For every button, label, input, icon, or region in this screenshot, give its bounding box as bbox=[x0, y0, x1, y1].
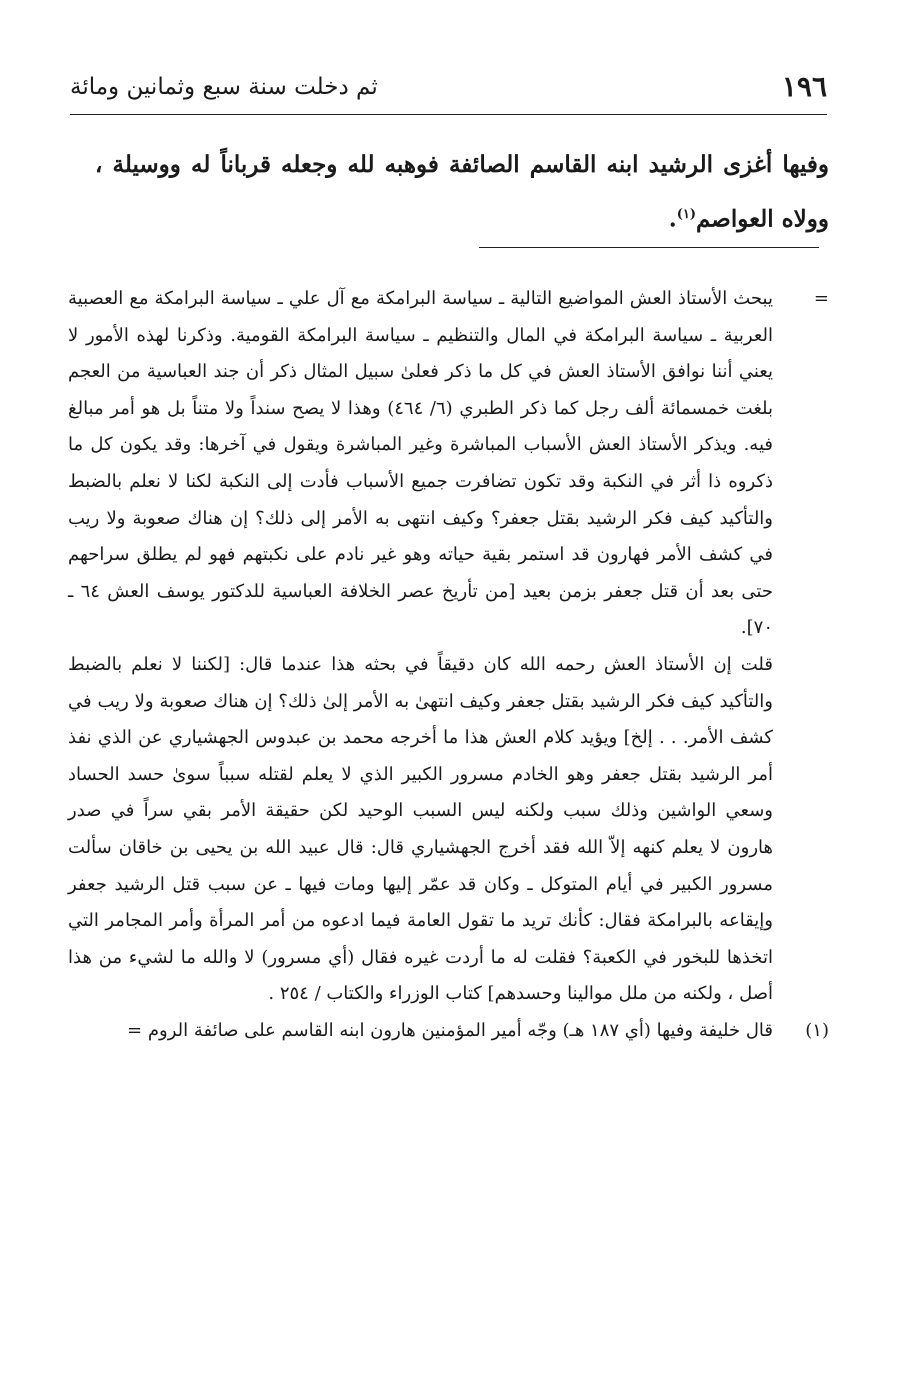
page-header bbox=[70, 62, 827, 115]
running-head: ثم دخلت سنة سبع وثمانين ومائة bbox=[70, 74, 378, 100]
note-paragraph-1: يبحث الأستاذ العش المواضيع التالية ـ سياسة البرامكة مع آل علي ـ سياسة البرامكة مع العصبية العربية ـ سياسة البرامكة في المال والتنظيم ـ سياسة البرامكة القومية. وذكرنا لهذه الأمور لا يعني أننا نوافق الأستاذ العش في كل ما ذكر فعلىٰ سبيل المثال ذكر أن جند العباسية من العجم بلغت خمسمائة ألف رجل كما ذكر الطبري (٦/ ٤٦٤) وهذا لا يصح سنداً ولا متناً بل هو أمر مبالغ فيه. ويذكر الأستاذ العش الأسباب المباشرة وغير المباشرة ويقول في آخرها: وقد يكون كل ما ذكروه ذا أثر في النكبة وقد تكون تضافرت جميع الأسباب فأدت إلى النكبة لكنا لا نعلم بالضبط والتأكيد كيف فكر الرشيد بقتل جعفر؟ وكيف انتهى به الأمر إلى ذلك؟ إن هناك صعوبة ولا ريب في كشف الأمر فهارون قد استمر بقية حياته وهو غير نادم على نكبتهم فهو لم يطلق سراحهم حتى بعد أن قتل جعفر بزمن بعيد [من تأريخ عصر الخلافة العباسية للدكتور يوسف العش ٦٤ ـ ٧٠]. bbox=[68, 288, 773, 639]
continued-note-paragraph bbox=[68, 281, 829, 647]
footnote-reference: (١) bbox=[676, 207, 696, 222]
footnote-1 bbox=[68, 1013, 829, 1050]
footnotes-section bbox=[68, 281, 829, 1049]
note-paragraph-2: قلت إن الأستاذ العش رحمه الله كان دقيقاً في بحثه هذا عندما قال: [لكننا لا نعلم بالضبط والتأكيد كيف فكر الرشيد بقتل جعفر وكيف انتهىٰ به الأمر إلىٰ ذلك؟ إن هناك صعوبة ولا ريب في كشف الأمر. . . إلخ] ويؤيد كلام العش هذا ما أخرجه محمد بن عبدوس الجهشياري عن الذي نفذ أمر الرشيد بقتل جعفر وهو الخادم مسرور الكبير الذي لا يعلم لقتله سبباً سوىٰ حسد الحساد وسعي الواشين وذلك سبب ولكنه ليس السبب الوحيد لكن حقيقة الأمر بقي سراً في صدر هارون لا يعلم كنهه إلاّ الله فقد أخرج الجهشياري قال: قال عبيد الله بن يحيى بن خاقان سألت مسرور الكبير في أيام المتوكل ـ وكان قد عمّر إليها ومات فيها ـ عن سبب قتل الرشيد جعفر وإيقاعه بالبرامكة فقال: كأنك تريد ما تقول العامة فيما ادعوه من أمر المرأة وأمر المجامر التي اتخذها للبخور في الكعبة؟ فقلت له ما أردت غيره فقال (أي مسرور) لا والله ما لشيء من هذا أصل ، ولكنه من ملل موالينا وحسدهم] كتاب الوزراء والكتاب / ٢٥٤ . bbox=[68, 653, 773, 1005]
footnote-1-marker: (١) bbox=[805, 1019, 829, 1041]
page-number: ١٩٦ bbox=[781, 70, 827, 103]
main-paragraph-end: . bbox=[668, 205, 677, 233]
footnote-divider bbox=[479, 247, 819, 248]
footnote-1-text: قال خليفة وفيها (أي ١٨٧ هـ) وجّه أمير المؤمنين هارون ابنه القاسم على صائفة الروم = bbox=[127, 1019, 773, 1041]
main-text bbox=[95, 140, 829, 245]
continuation-marker: = bbox=[813, 288, 829, 309]
main-paragraph: وفيها أغزى الرشيد ابنه القاسم الصائفة فوهبه لله وجعله قرباناً له ووسيلة ، وولاه العواصم bbox=[95, 151, 829, 233]
commentary-paragraph bbox=[68, 647, 829, 1013]
